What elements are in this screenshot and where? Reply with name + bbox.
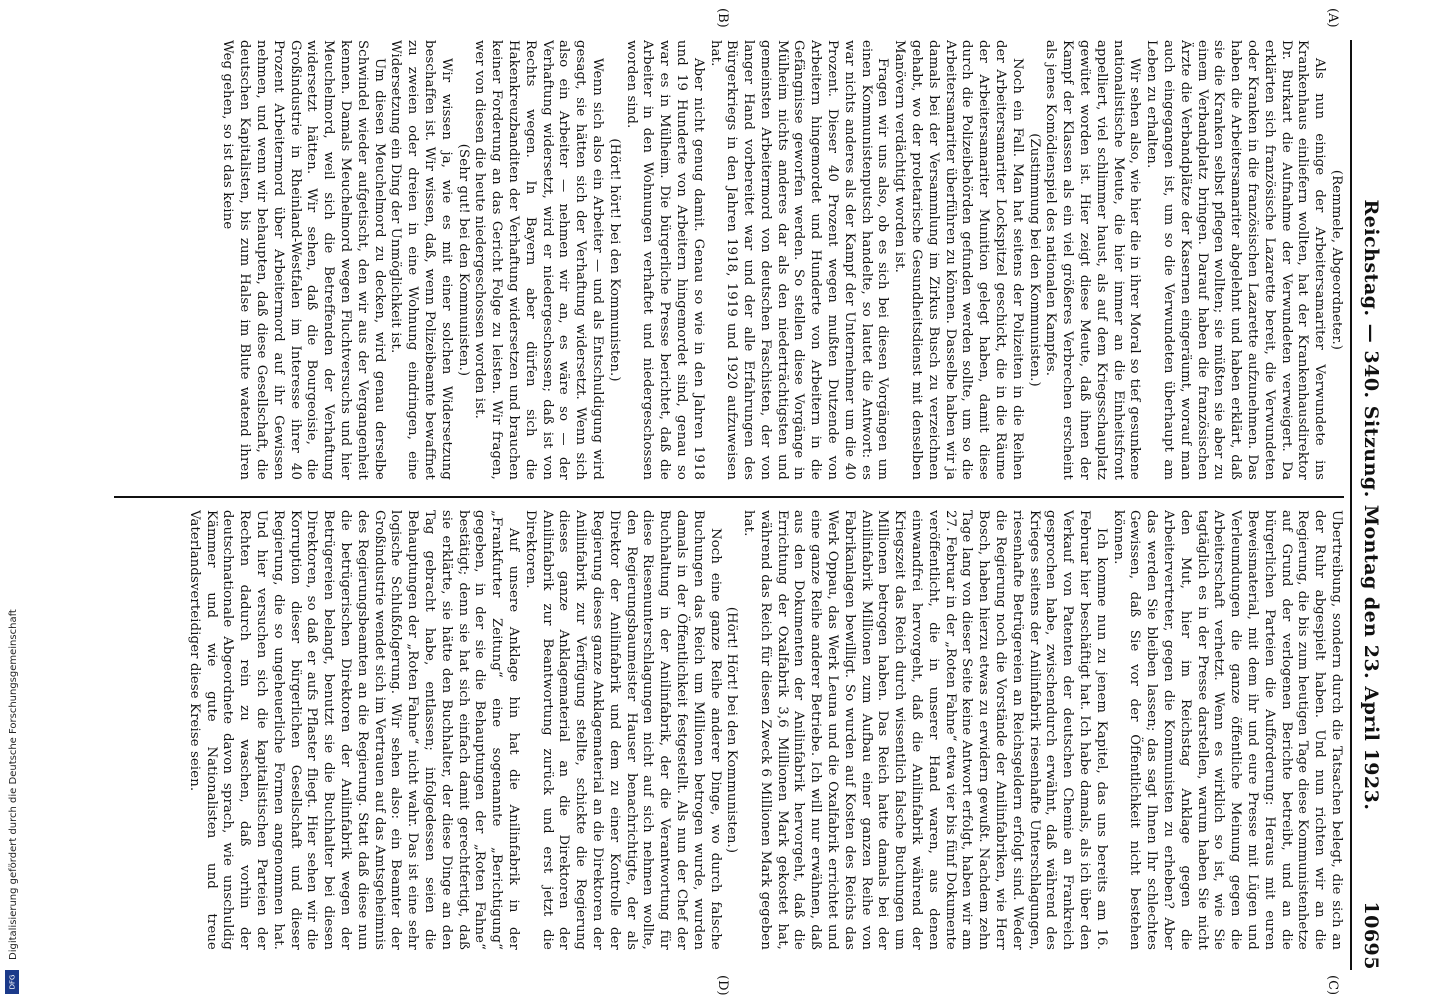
interjection: (Sehr gut! bei den Kommunisten.) — [455, 143, 471, 377]
speaker-line: (Remmele, Abgeordneter.) — [1329, 169, 1344, 351]
paragraph: Wenn sich also ein Arbeiter — und als Entschuldigung wird gesagt, sie hätten sich der Verhaftung widersetzt. Wenn sich also ein Arbeiter — nehmen wir an, es wäre so — der Verhaftung widersetzt, wird er niedergeschossen; daß ist von Rechts wegen. In Bayern aber dürfen sich die Hakenkreuzbanditen der Verhaftung widersetzen und brauchen keiner Forderung an das Gericht Folge zu leisten. Wir fragen, wer von diesen die heute niedergeschossen worden ist. — [472, 40, 605, 480]
paragraph: Wir sehen also, wie hier die in ihrer Moral so tief gesunkene nationalistische Meute, die hier immer an die Einheitsfront appelliert, viel schlimmer haust, als auf dem Kriegsschauplatz gewütet worden ist. Hier zeigt diese Meute, daß ihnen der Kampf der Klassen als ein viel größeres Verbrechen erscheint als jenes Komödienspiel des nationalen Kampfes. — [1043, 40, 1143, 480]
digitization-note: Digitalisierung gefördert durch die Deutsche Forschungsgemeinschaft — [8, 609, 19, 960]
page-sheet — [90, 0, 1390, 1000]
paragraph: Noch eine ganze Reihe anderer Dinge, wo durch falsche Buchungen das Reich um Millionen betrogen wurde, wurden damals in der Öffentlichkeit festgestellt. Als nun der Chef der Buchhaltung in der Anilinfabrik, der die Verantwortung für diese Riesenunterschlagungen nicht auf sich nehmen wollte, den Regierungsbaumeister Hauser benachrichtigte, der als Direktor der Anilinfabrik und dem zu einer Kontrolle der Regierung dieses ganze Anklagematerial an die Direktoren der Anilinfabrik zur Verfügung stellte, schickte die Regierung dieses ganze Anklagematerial an die Direktoren der Anilinfabrik zur Beantwortung zurück und erst jetzt die Direktoren. — [522, 510, 723, 950]
dfg-logo-text: DFG — [8, 974, 16, 990]
paragraph: Aber nicht genug damit. Genau so wie in den Jahren 1918 und 19 Hunderte von Arbeitern hingemordet sind, genau so war es in Mülheim. Die bürgerliche Presse berichtet, daß die Arbeiter in den Wohnungen verhaftet und niedergeschossen worden sind. — [623, 40, 706, 480]
paragraph: Fragen wir uns also, ob es sich bei diesen Vorgängen um einen Kommunistenputsch handelte, so lautet die Antwort: es war nichts anderes als der Kampf der Unternehmer um die 40 Prozent. Dieser 40 Prozent wegen mußten Dutzende von Arbeitern hingemordet und Hunderte von Arbeitern in die Gefängnisse geworfen werden. So stellen diese Vorgänge in Mülheim nichts anderes dar als den niederträchtigsten und gemeinsten Arbeitermord von deutschen Faschisten, der von langer Hand vorbereitet war und der alle Erfahrungen des Bürgerkriegs in den Jahren 1918, 1919 und 1920 aufzuweisen hat. — [707, 40, 891, 480]
paragraph: Auf unsere Anklage hin hat die Anilinfabrik in der „Frankfurter Zeitung“ eine sogenannte „Berichtigung“ gegeben, in der sie die Behauptungen der „Roten Fahne“ bestätigt; denn sie hat sich einfach damit gerechtfertigt, daß sie erklärte, sie hätte den Buchhalter, der diese Dinge an den Tag gebracht habe, entlassen; infolgedessen seien die Behauptungen der „Roten Fahne“ nicht wahr. Das ist eine sehr logische Schlußfolgerung. Wir sehen also: ein Beamter der Großindustrie wendet sich im Vertrauen auf das Amtsgeheimnis des Regierungsbeamten an die Regierung. Statt daß diese nun die betrügerischen Direktoren der Anilinfabrik wegen der Betrügereien belangt, benutzt sie die Buchhalter bei diesen Direktoren, so daß er aufs Pflaster fliegt. Hier sehen wir die Korruption dieser bürgerlichen Gesellschaft und dieser Regierung, die so ungeheuerliche Formen angenommen hat. Und hier versuchen sich die kapitalistischen Parteien der Rechten dadurch rein zu waschen, daß vorhin der deutschnationale Abgeordnete davon sprach, wie unschuldig Kämmer und wie gute Nationalisten und treue Vaterlandsverteidiger diese Kreise seien. — [186, 510, 521, 950]
header-rule — [1350, 40, 1352, 970]
interjection: (Zustimmung bei den Kommunisten.) — [1026, 133, 1042, 387]
paragraph: Noch ein Fall. Man hat seitens der Polizeiten in die Reihen der Arbeitersamariter Lockspitzel geschickt, die in die Räume der Arbeitersamariter Munition gelegt haben, damit diese durch die Polizeibehörden gefunden werden sollte, um so die Arbeitersamariter überführen zu können. Dasselbe haben wir ja damals bei der Versammlung im Zirkus Busch zu verzeichnen gehabt, wo der proletarische Gesundheitsdienst mit denselben Manövern verdächtigt worden ist. — [892, 40, 1025, 480]
paragraph: Als nun einige der Arbeitersamariter Verwundete ins Krankenhaus einliefern wollten, hat der Krankenhausdirektor Dr. Burkart die Aufnahme der Verwundeten verweigert. Da erklärten sich französische Lazarette bereit, die Verwundeten oder Kranken in die französischen Lazarette aufzunehmen. Das haben die Arbeitersamariter abgelehnt und haben erklärt, daß sie die Kranken selbst pflegen wollten; sie müßten sie aber zu einem Verbandplatz bringen. Darauf haben die französischen Ärzte die Verbandplätze der Kasernen eingeräumt, worauf man auch eingegangen ist, um so die Verwundeten überhaupt am Leben zu erhalten. — [1144, 40, 1328, 480]
page-title: Reichstag. — 340. Sitzung. Montag den 23. April 1923. — [1360, 199, 1382, 811]
paragraph: Ich komme nun zu jenem Kapitel, das uns bereits am 16. Februar hier beschäftigt hat. Ich habe damals, als ich über den Verkauf von Patenten der deutschen Chemie an Frankreich gesprochen habe, zwischendurch erwähnt, daß während des Krieges seitens der Anilinfabrik riesenhafte Unterschlagungen, riesenhafte Betrügereien an Reichsgeldern erfolgt sind. Weder die Regierung noch die Vorstände der Anilinfabriken, wie Herr Bosch, haben hierzu etwas zu erwidern gewußt. Nachdem zehn Tage lang von dieser Seite keine Antwort erfolgt, haben wir am 27. Februar in der „Roten Fahne“ etwa vier bis fünf Dokumente veröffentlicht, die in unserer Hand waren, aus denen einwandfrei hervorgeht, daß die Anilinfabrik während der Kriegszeit das Reich durch wissentlich falsche Buchungen um Millionen betrogen haben. Das Reich hatte damals bei der Anilinfabrik Millionen zum Aufbau einer ganzen Reihe von Fabrikanlagen bewilligt. So wurden auf Kosten des Reichs das Werk Oppau, das Werk Leuna und die Oxalfabrik errichtet und eine ganze Reihe anderer Betriebe. Ich will nur erwähnen, daß aus den Dokumenten der Anilinfabrik hervorgeht, daß die Errichtung der Oxalfabrik 3,6 Millionen Mark gekostet hat, während das Reich für diesen Zweck 6 Millionen Mark gegeben hat. — [741, 510, 1109, 950]
paragraph: Wir wissen ja, wie es mit einer solchen Widersetzung beschaffen ist. Wir wissen, daß, wenn Polizeibeamte bewaffnet zu zweien oder dreien in eine Wohnung eindringen, eine Widersetzung ein Ding der Unmöglichkeit ist. — [388, 40, 454, 480]
margin-marker-c: (C) — [1325, 975, 1340, 996]
margin-marker-d: (D) — [715, 975, 730, 996]
column-divider — [114, 496, 1344, 498]
margin-marker-b: (B) — [715, 8, 730, 28]
page-number: 10695 — [1360, 901, 1382, 970]
interjection: (Hört! Hört! bei den Kommunisten.) — [724, 606, 740, 854]
page-header — [1350, 40, 1390, 970]
right-column — [114, 510, 1344, 950]
paragraph: Um diesen Meuchelmord zu decken, wird genau derselbe Schwindel wieder aufgetischt, den wir aus der Vergangenheit kennen. Damals Meuchelmord wegen Fluchtversuchs und hier Meuchelmord, weil sich die Betreffenden der Verhaftung widersetzt hätten. Wir sehen, daß die Bourgeoisie, die Großindustrie in Rheinland-Westfalen im Interesse ihrer 40 Prozent Arbeitermord über Arbeitermord auf ihr Gewissen nehmen, und wenn wir behaupten, daß diese Gesellschaft, die deutschen Kapitalisten, bis zum Halse im Blute watend ihren Weg gehen, so ist das keine — [220, 40, 387, 480]
left-column — [114, 40, 1344, 480]
interjection: (Hört! hört! bei den Kommunisten.) — [606, 138, 622, 382]
paragraph: Übertreibung, sondern durch die Tatsachen belegt, die sich an der Ruhr abgespielt haben. Und nun richten wir an die Regierung, die bis zum heutigen Tage diese Kommunistenhetze auf Grund der verlogenen Berichte betreibt, und an die bürgerlichen Parteien die Aufforderung: Heraus mit euren Beweismaterial, mit dem ihr und eure Presse mit Lügen und Verleumdungen die ganze öffentliche Meinung gegen die Arbeiterschaft verhetzt. Wenn es wirklich so ist, wie Sie tagtäglich es in der Presse darstellen, warum haben Sie nicht den Mut, hier im Reichstag Anklage gegen die Arbeitervertreter, gegen die Kommunisten zu erheben? Aber das werden Sie bleiben lassen; das sagt Ihnen Ihr schlechtes Gewissen, daß Sie vor der Öffentlichkeit nicht bestehen können. — [1110, 510, 1344, 950]
margin-marker-a: (A) — [1325, 8, 1340, 28]
dfg-logo — [5, 970, 19, 994]
